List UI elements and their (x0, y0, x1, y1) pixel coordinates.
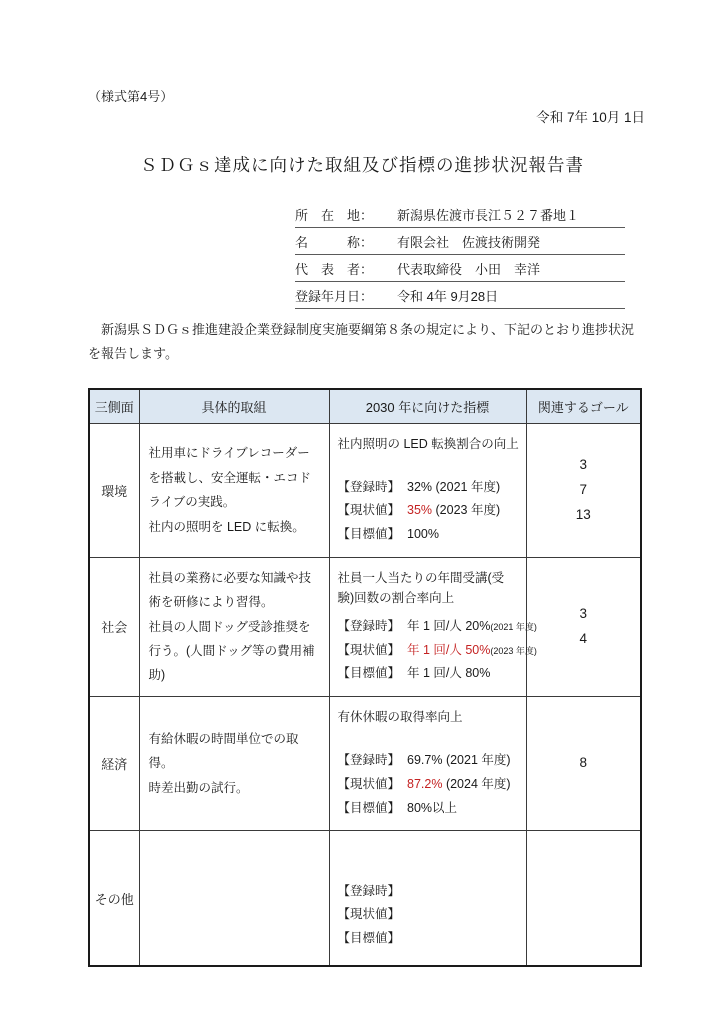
goals-environment (526, 423, 641, 557)
indicator-other (329, 831, 526, 966)
header-initiative: 具体的取組 (139, 389, 329, 423)
goal-number: 7 (579, 481, 587, 497)
table-row-other (89, 831, 641, 966)
initiative-society (139, 557, 329, 696)
initiative-other (139, 831, 329, 966)
representative-label: 代 表 者： (295, 255, 383, 282)
metric-registered: 【登録時】 69.7% (2021 年度) (337, 753, 511, 767)
initiative-line: 社内の照明を LED に転換。 (148, 519, 305, 534)
intro-paragraph: 新潟県ＳＤＧｓ推進建設企業登録制度実施要綱第８条の規定により、下記のとおり進捗状況を報告します。 (88, 322, 635, 362)
metric-current: 【現状値】 年 1 回/人 50%(2023 年度) (337, 642, 537, 657)
aspect-economy: 経済 (89, 697, 139, 831)
initiative-line: 有給休暇の時間単位での取得。 (148, 732, 299, 771)
company-info-row-registration-date (295, 282, 625, 309)
metric-target: 【目標値】 80%以上 (337, 800, 458, 815)
metric-current: 【現状値】 87.2% (2024 年度) (337, 776, 511, 791)
aspect-environment: 環境 (89, 423, 139, 557)
registration-date-value: 令和 4年 9月28日 (383, 282, 625, 309)
aspect-other: その他 (89, 831, 139, 966)
indicator-society (329, 557, 537, 696)
report-date: 令和 7年 10月 1日 (536, 110, 645, 125)
aspect-society: 社会 (89, 557, 139, 696)
initiative-line: 社員の業務に必要な知識や技術を研修により習得。 (148, 570, 312, 610)
initiative-environment (139, 423, 329, 557)
indicator-title: 有休休暇の取得率向上 (337, 710, 463, 724)
report-table-header-row (89, 389, 641, 423)
table-row-economy (89, 697, 641, 831)
indicator-title: 社員一人当たりの年間受講(受験)回数の割合率向上 (337, 570, 505, 605)
goal-number: 13 (575, 506, 591, 522)
metric-current: 【現状値】 (337, 907, 401, 922)
company-info-row-name (295, 228, 625, 255)
name-label: 名 称： (295, 228, 383, 255)
company-info-table (295, 201, 625, 309)
company-info-row-representative (295, 255, 625, 282)
goal-number: 4 (579, 630, 587, 646)
company-info-row-address (295, 201, 625, 228)
registration-date-label: 登録年月日： (295, 282, 383, 309)
metric-registered: 【登録時】 32% (2021 年度) (337, 479, 501, 494)
initiative-line: 社用車にドライブレコーダーを搭載し、安全運転・エコドライブの実践。 (148, 446, 312, 510)
initiative-line: 時差出勤の試行。 (148, 780, 249, 795)
address-label: 所 在 地： (295, 201, 383, 228)
metric-current: 【現状値】 35% (2023 年度) (337, 503, 501, 518)
goal-number: 8 (579, 755, 587, 771)
form-number: （様式第4号） (88, 89, 174, 104)
indicator-economy (329, 697, 526, 831)
representative-value: 代表取締役 小田 幸洋 (383, 255, 625, 282)
goals-other (526, 831, 641, 966)
initiative-line: 社員の人間ドッグ受診推奨を行う。(人間ドッグ等の費用補助) (148, 619, 315, 683)
metric-target: 【目標値】 年 1 回/人 80% (337, 666, 491, 681)
goal-number: 3 (579, 605, 587, 621)
initiative-economy (139, 697, 329, 831)
indicator-title: 社内照明の LED 転換割合の向上 (337, 436, 519, 451)
metric-registered: 【登録時】 年 1 回/人 20%(2021 年度) (337, 618, 537, 633)
table-row-environment (89, 423, 641, 557)
metric-registered: 【登録時】 (337, 883, 401, 898)
header-indicator: 2030 年に向けた指標 (329, 389, 526, 423)
goals-economy (526, 697, 641, 831)
name-value: 有限会社 佐渡技術開発 (383, 228, 625, 255)
metric-target: 【目標値】 100% (337, 527, 439, 541)
header-goals: 関連するゴール (526, 389, 641, 423)
report-table (88, 388, 642, 967)
indicator-environment (329, 423, 526, 557)
metric-target: 【目標値】 (337, 931, 401, 945)
header-aspect: 三側面 (89, 389, 139, 423)
page-title: ＳＤＧｓ達成に向けた取組及び指標の進捗状況報告書 (140, 155, 584, 175)
goals-society (526, 557, 641, 696)
goal-number: 3 (579, 456, 587, 472)
address-value: 新潟県佐渡市長江５２７番地１ (383, 201, 625, 228)
table-row-society (89, 557, 641, 696)
